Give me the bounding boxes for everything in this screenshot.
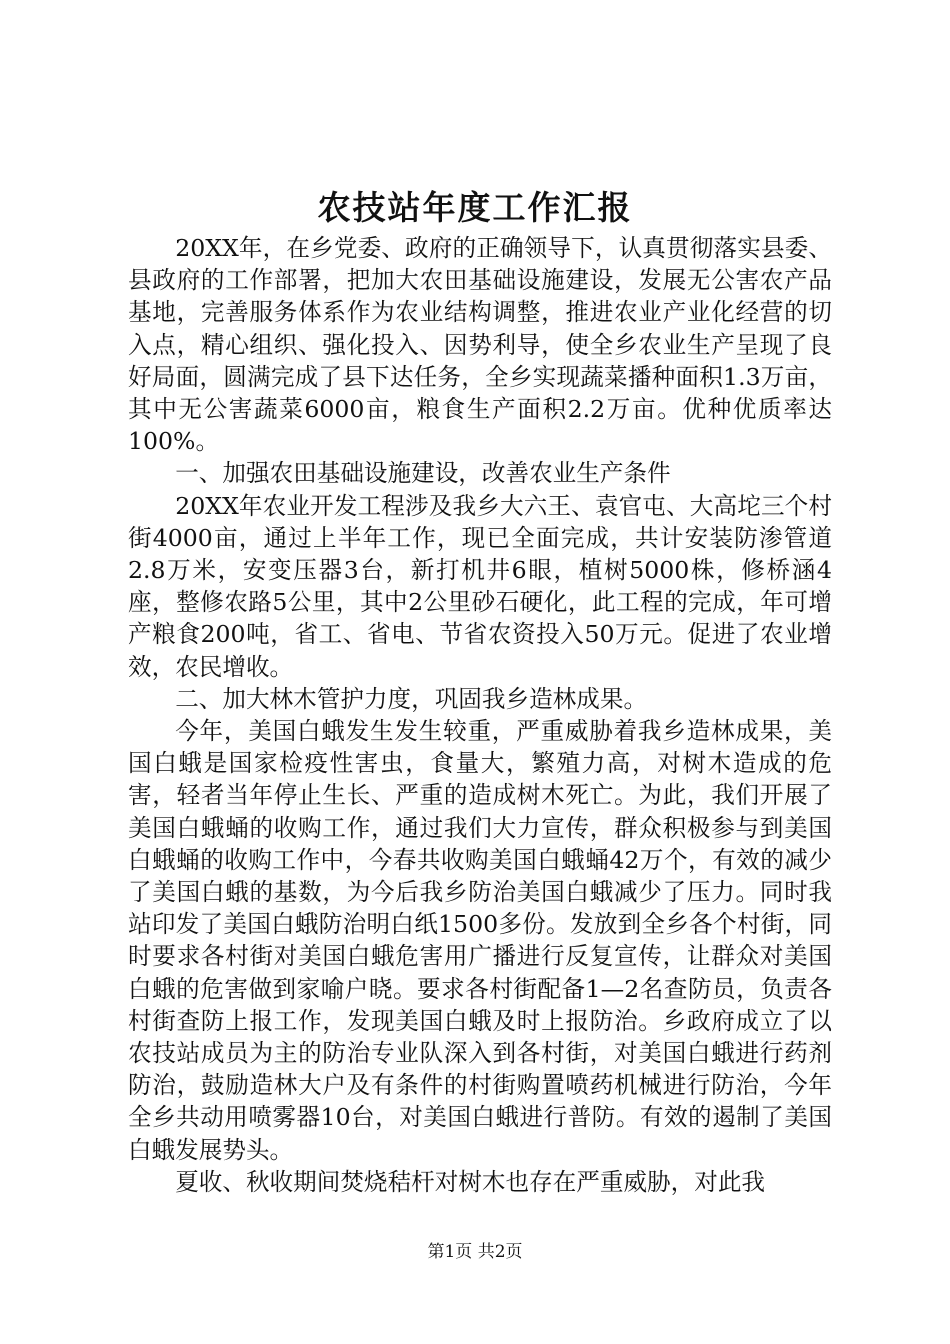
section-heading-1: 一、加强农田基础设施建设，改善农业生产条件: [175, 459, 671, 488]
document-body: [128, 232, 832, 1198]
section-heading-2: 二、加大林木管护力度，巩固我乡造林成果。: [175, 684, 648, 713]
paragraph-white-moth: 今年，美国白蛾发生发生较重，严重威胁着我乡造林成果，美国白蛾是国家检疫性害虫，食量大，繁殖力高，对树木造成的危害，轻者当年停止生长、严重的造成树木死亡。为此，我们开展了美国白蛾蛹的收购工作，通过我们大力宣传，群众积极参与到美国白蛾蛹的收购工作中，今春共收购美国白蛾蛹42万个，有效的减少了美国白蛾的基数，为今后我乡防治美国白蛾减少了压力。同时我站印发了美国白蛾防治明白纸1500多份。发放到全乡各个村街，同时要求各村街对美国白蛾危害用广播进行反复宣传，让群众对美国白蛾的危害做到家喻户晓。要求各村街配备1—2名查防员，负责各村街查防上报工作，发现美国白蛾及时上报防治。乡政府成立了以农技站成员为主的防治专业队深入到各村街，对美国白蛾进行药剂防治，鼓励造林大户及有条件的村街购置喷药机械进行防治，今年全乡共动用喷雾器10台，对美国白蛾进行普防。有效的遏制了美国白蛾发展势头。: [128, 717, 832, 1164]
paragraph-straw-burning: 夏收、秋收期间焚烧秸杆对树木也存在严重威胁，对此我: [175, 1167, 766, 1196]
paragraph-farmland-project: 20XX年农业开发工程涉及我乡大六王、袁官屯、大高坨三个村街4000亩，通过上半年工作，现已全面完成，共计安装防渗管道2.8万米，安变压器3台，新打机井6眼，植树5000株，修桥涵4座，整修农路5公里，其中2公里砂石硬化，此工程的完成，年可增产粮食200吨，省工、省电、节省农资投入50万元。促进了农业增效，农民增收。: [128, 491, 832, 681]
document-title: 农技站年度工作汇报: [317, 188, 633, 227]
page-footer: 第1页 共2页: [427, 1242, 523, 1262]
paragraph-intro: 20XX年，在乡党委、政府的正确领导下，认真贯彻落实县委、县政府的工作部署，把加大农田基础设施建设，发展无公害农产品基地，完善服务体系作为农业结构调整，推进农业产业化经营的切入点，精心组织、强化投入、因势利导，使全乡农业生产呈现了良好局面，圆满完成了县下达任务，全乡实现蔬菜播种面积1.3万亩，其中无公害蔬菜6000亩，粮食生产面积2.2万亩。优种优质率达100%。: [128, 234, 832, 456]
